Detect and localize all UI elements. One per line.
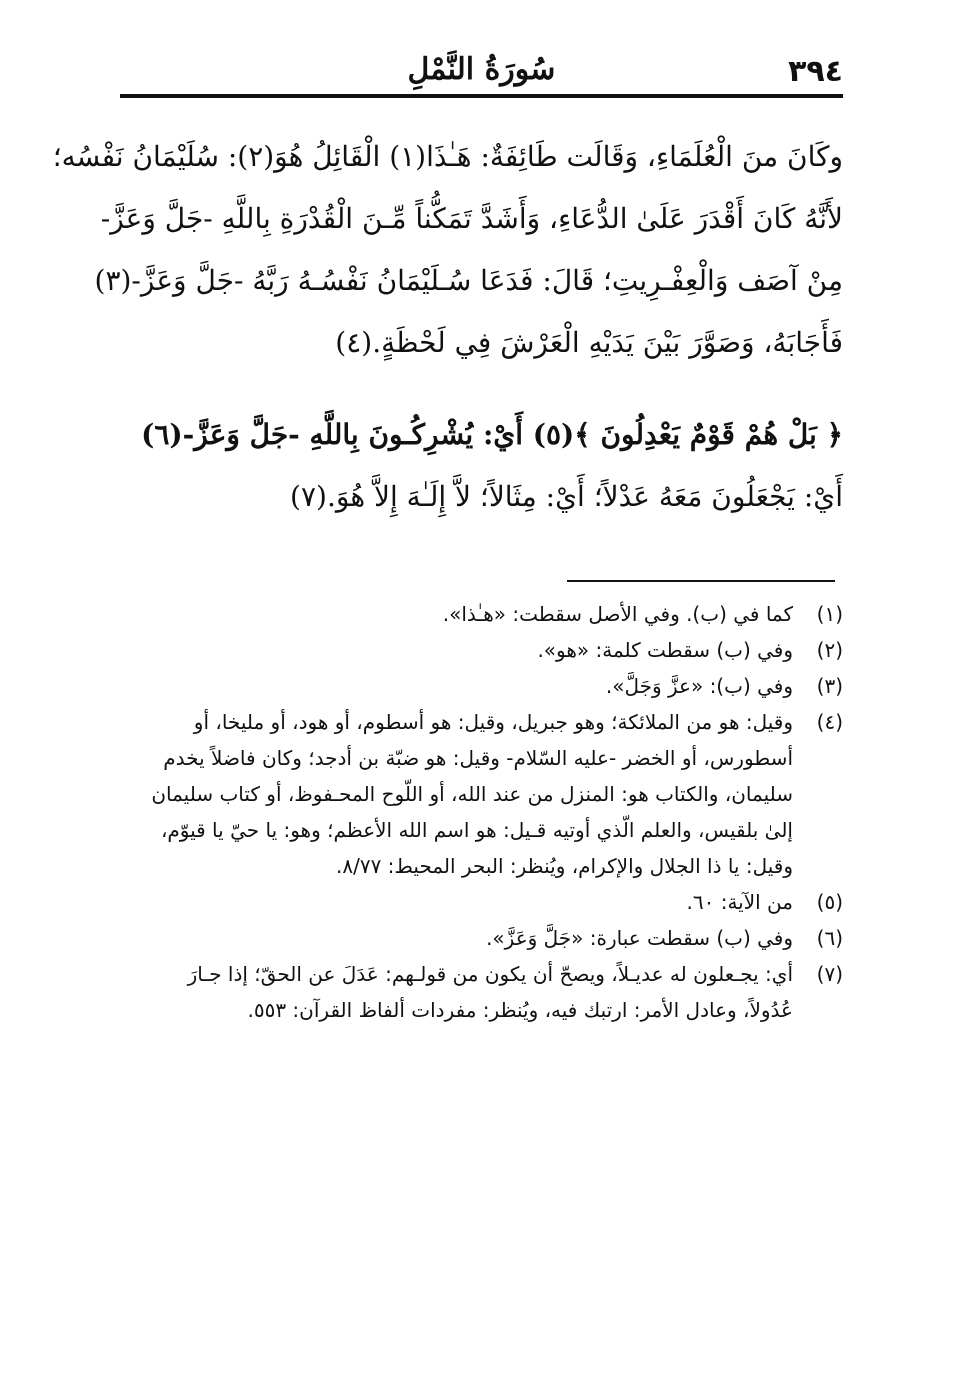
footnotes (120, 596, 843, 1028)
footnote-number: (٢) (816, 638, 843, 662)
footnote (120, 668, 843, 704)
paragraph-gap (120, 374, 843, 404)
page-number: ٣٩٤ (788, 54, 843, 89)
footnote-line: وفي (ب) سقطت عبارة: «جَلَّ وَعَزَّ». (486, 926, 793, 950)
footnote-separator (567, 580, 835, 582)
footnote-line: من الآية: ٦٠. (686, 890, 793, 914)
footnote-line: سليمان، والكتاب هو: المنزل من عند الله، أو اللّوح المحـفوظ، أو كتاب سليمان (151, 782, 793, 806)
footnote (120, 632, 843, 668)
quran-verse-line: ﴿ بَلْ هُمْ قَوْمٌ يَعْدِلُونَ ﴾(٥) أَيْ: يُشْرِكُـونَ بِاللَّهِ -جَلَّ وَعَزَّ-(٦) (141, 418, 843, 451)
footnote-number: (٥) (816, 890, 843, 914)
text-line: لأَنَّهُ كَانَ أَقْدَرَ عَلَىٰ الدُّعَاءِ، وَأَشَدَّ تَمَكُّناً مِّـنَ الْقُدْرَةِ بِاللَّهِ -جَلَّ وَعَزَّ- (100, 202, 843, 235)
footnote-line: عُدُولاً، وعادل الأمر: ارتبك فيه، ويُنظر: مفردات ألفاظ القرآن: ٥٥٣. (247, 998, 793, 1022)
footnote (120, 596, 843, 632)
footnote-line: إلىٰ بلقيس، والعلم الّذي أوتيه قـيل: هو اسم الله الأعظم؛ وهو: يا حيّ يا قيوّم، (160, 818, 793, 842)
footnote-text (120, 632, 793, 668)
footnote (120, 704, 843, 884)
footnote-text (120, 884, 793, 920)
text-line: أَيْ: يَجْعَلُونَ مَعَهُ عَدْلاً؛ أَيْ: مِثَالاً؛ لاَّ إِلَـٰهَ إِلاَّ هُوَ.(٧) (290, 480, 843, 513)
surah-title: سُورَةُ النَّمْلِ (407, 52, 556, 87)
footnote-line: أسطورس، أو الخضر -عليه السّلام- وقيل: هو ضبّة بن أدجد؛ وكان فاضلاً يخدم (163, 746, 793, 770)
text-line: وكَانَ منَ الْعُلَمَاءِ، وَقَالَت طَائِفَةٌ: هَـٰذَا(١) الْقَائِلُ هُوَ(٢): سُلَيْمَانُ نَفْسُه؛ (52, 140, 843, 173)
text-line: فَأَجَابَهُ، وَصَوَّرَ بَيْنَ يَدَيْهِ الْعَرْشَ فِي لَحْظَةٍ.(٤) (335, 326, 843, 359)
footnote (120, 884, 843, 920)
footnote-number: (٧) (816, 962, 843, 986)
footnote-number: (٣) (816, 674, 843, 698)
footnote-line: كما في (ب). وفي الأصل سقطت: «هـٰذا». (442, 602, 793, 626)
footnote-number: (٤) (816, 710, 843, 734)
footnote-line: وفي (ب) سقطت كلمة: «هو». (537, 638, 793, 662)
footnote-line: وقيل: يا ذا الجلال والإكرام، ويُنظر: البحر المحيط: ٨/٧٧. (336, 854, 793, 878)
footnote-text (120, 704, 793, 884)
footnote-line: وقيل: هو من الملائكة؛ وهو جبريل، وقيل: هو أسطوم، أو هود، أو مليخا، أو (193, 710, 793, 734)
footnote-text (120, 668, 793, 704)
main-text (52, 126, 843, 528)
footnote-text (120, 596, 793, 632)
text-line: مِنْ آصَف وَالْعِفْـرِيتِ؛ قَالَ: فَدَعَا سُـلَيْمَانُ نَفْسُـهُ رَبَّهُ -جَلَّ وَعَزَّ-(٣) (94, 264, 843, 297)
footnote-text (120, 920, 793, 956)
footnote-number: (٦) (816, 926, 843, 950)
footnote (120, 956, 843, 1028)
footnote-text (120, 956, 793, 1028)
footnote-line: أي: يجـعلون له عديـلاً، ويصحّ أن يكون من قولـهم: عَدَلَ عن الحقّ؛ إذا جـارَ (187, 962, 793, 986)
page-header (120, 50, 843, 98)
footnote-line: وفي (ب): «عزَّ وَجَلَّ». (605, 674, 793, 698)
footnote-number: (١) (816, 602, 843, 626)
footnote (120, 920, 843, 956)
